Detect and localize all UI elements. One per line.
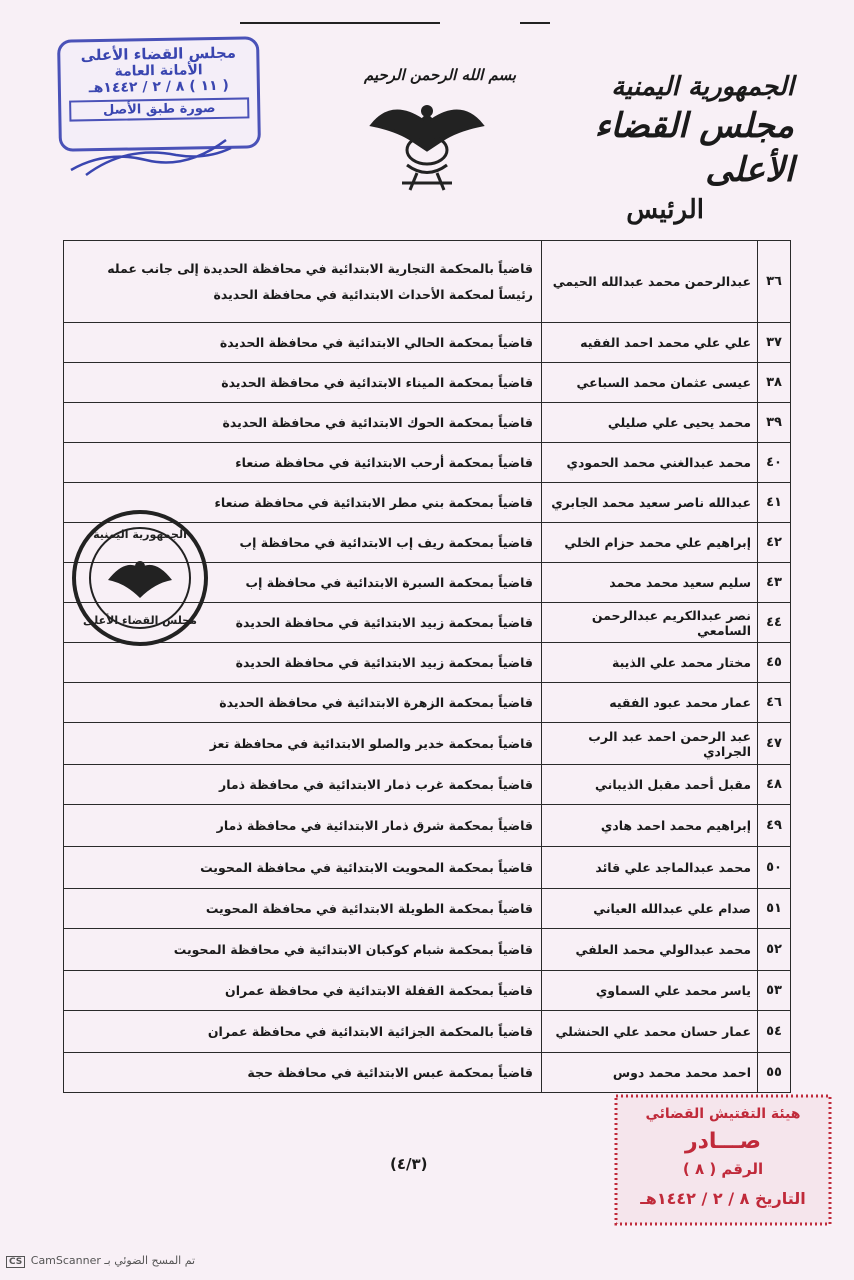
appointment-text: قاضياً بمحكمة الحالي الابتدائية في محافظة الحديدة [219, 335, 533, 350]
judge-name: محمد عبدالماجد علي قائد [542, 847, 758, 889]
stamp-org: هيئة التفتيش القضائي [645, 1106, 801, 1122]
stamp-date: التاريخ ٨ / ٢ / ١٤٤٢هـ [640, 1189, 806, 1208]
table-row [64, 443, 791, 483]
row-number: ٤٠ [758, 443, 791, 483]
row-number: ٥٤ [758, 1011, 791, 1053]
appointment-text: قاضياً بمحكمة الزهرة الابتدائية في محافظة الحديدة [219, 695, 533, 710]
row-number: ٥٥ [758, 1053, 791, 1093]
row-number: ٤٧ [758, 723, 791, 765]
eagle-emblem-icon [362, 95, 492, 195]
table-row [64, 403, 791, 443]
appointment-cell [64, 241, 542, 323]
judge-name: سليم سعيد محمد محمد [542, 563, 758, 603]
judge-name: مختار محمد علي الذيبة [542, 643, 758, 683]
appointment-cell [64, 643, 542, 683]
stamp-secretariat: الأمانة العامة [114, 62, 203, 80]
republic-title: الجمهورية اليمنية [611, 72, 794, 102]
appointment-text: قاضياً بالمحكمة التجارية الابتدائية في محافظة الحديدة إلى جانب عمله [107, 260, 533, 276]
appointment-text: قاضياً بمحكمة غرب ذمار الابتدائية في محافظة ذمار [219, 777, 533, 792]
judge-name: علي علي محمد احمد الفقيه [542, 323, 758, 363]
appointment-cell [64, 443, 542, 483]
seal-bottom-text: مجلس القضاء الأعلى [83, 614, 197, 627]
judge-name: إبراهيم محمد احمد هادي [542, 805, 758, 847]
appointment-text: قاضياً بمحكمة زبيد الابتدائية في محافظة الحديدة [235, 655, 533, 670]
judge-name: ياسر محمد علي السماوي [542, 971, 758, 1011]
judge-name: عبدالرحمن محمد عبدالله الحيمي [542, 241, 758, 323]
appointment-text: قاضياً بمحكمة خدير والصلو الابتدائية في محافظة تعز [209, 736, 533, 751]
row-number: ٣٧ [758, 323, 791, 363]
judge-name: عبد الرحمن احمد عبد الرب الجرادي [542, 723, 758, 765]
judge-name: صدام علي عبدالله العياني [542, 889, 758, 929]
appointment-cell [64, 723, 542, 765]
table-row [64, 323, 791, 363]
row-number: ٤٣ [758, 563, 791, 603]
table-row [64, 805, 791, 847]
stamp-council: مجلس القضاء الأعلى [80, 43, 237, 65]
table-row [64, 889, 791, 929]
appointment-cell [64, 683, 542, 723]
appointment-text: قاضياً بمحكمة المحويت الابتدائية في محافظة المحويت [200, 860, 533, 875]
row-number: ٣٦ [758, 241, 791, 323]
appointment-cell [64, 403, 542, 443]
page-number: (٤/٣) [390, 1155, 428, 1173]
judge-name: محمد يحيى علي صليلي [542, 403, 758, 443]
judge-name: محمد عبدالولي محمد العلفي [542, 929, 758, 971]
row-number: ٣٩ [758, 403, 791, 443]
office-title: الرئيس [626, 195, 704, 225]
stamp-date: ( ١١ ) ٨ / ٢ / ١٤٤٢هـ [88, 77, 230, 97]
table-row [64, 643, 791, 683]
appointment-text-extra: رئيساً لمحكمة الأحداث الابتدائية في محافظة الحديدة [213, 286, 533, 302]
judge-name: عمار محمد عبود الفقيه [542, 683, 758, 723]
stamp-certified-label: صورة طبق الأصل [69, 97, 249, 121]
appointment-cell [64, 1053, 542, 1093]
row-number: ٤١ [758, 483, 791, 523]
table-row [64, 363, 791, 403]
judge-name: مقبل أحمد مقبل الذيباني [542, 765, 758, 805]
scanned-with-label: تم المسح الضوئي بـ [104, 1254, 196, 1267]
appointment-text: قاضياً بمحكمة ريف إب الابتدائية في محافظة إب [239, 535, 533, 550]
judge-name: محمد عبدالغني محمد الحمودي [542, 443, 758, 483]
judge-name: إبراهيم علي محمد حزام الخلي [542, 523, 758, 563]
appointment-cell [64, 971, 542, 1011]
judge-name: عيسى عثمان محمد السباعي [542, 363, 758, 403]
row-number: ٥٢ [758, 929, 791, 971]
letterhead [564, 70, 794, 228]
table-row [64, 683, 791, 723]
row-number: ٥١ [758, 889, 791, 929]
council-title: مجلس القضاء الأعلى [594, 106, 794, 190]
basmala: بسم الله الرحمن الرحيم [363, 66, 517, 84]
table-row [64, 1011, 791, 1053]
row-number: ٤٢ [758, 523, 791, 563]
appointment-text: قاضياً بالمحكمة الجزائية الابتدائية في محافظة عمران [207, 1024, 533, 1039]
camscanner-logo-icon: CS [6, 1256, 25, 1268]
appointment-cell [64, 929, 542, 971]
seal-top-text: الجمهورية اليمنية [93, 528, 187, 541]
table-row [64, 765, 791, 805]
appointment-text: قاضياً بمحكمة الميناء الابتدائية في محافظة الحديدة [221, 375, 533, 390]
stamp-number: الرقم ( ٨ ) [682, 1160, 764, 1178]
appointment-cell [64, 805, 542, 847]
table-row [64, 929, 791, 971]
row-number: ٤٦ [758, 683, 791, 723]
appointment-cell [64, 323, 542, 363]
table-row [64, 847, 791, 889]
appointment-cell [64, 889, 542, 929]
appointment-text: قاضياً بمحكمة أرحب الابتدائية في محافظة صنعاء [235, 455, 533, 470]
row-number: ٥٠ [758, 847, 791, 889]
signature-scribble [66, 130, 236, 180]
row-number: ٤٨ [758, 765, 791, 805]
judge-name: عبدالله ناصر سعيد محمد الجابري [542, 483, 758, 523]
stamp-outgoing: صـــادر [684, 1129, 762, 1154]
table-row [64, 971, 791, 1011]
camscanner-app: CamScanner [30, 1254, 101, 1267]
appointment-text: قاضياً بمحكمة القفلة الابتدائية في محافظة عمران [225, 983, 533, 998]
top-tick [520, 22, 550, 24]
appointment-cell [64, 363, 542, 403]
row-number: ٤٩ [758, 805, 791, 847]
appointment-text: قاضياً بمحكمة عبس الابتدائية في محافظة حجة [247, 1065, 533, 1080]
row-number: ٤٥ [758, 643, 791, 683]
appointment-cell [64, 847, 542, 889]
judge-name: نصر عبدالكريم عبدالرحمن السامعي [542, 603, 758, 643]
appointment-text: قاضياً بمحكمة الطويلة الابتدائية في محافظة المحويت [205, 901, 533, 916]
appointment-text: قاضياً بمحكمة السبرة الابتدائية في محافظة إب [245, 575, 533, 590]
row-number: ٥٣ [758, 971, 791, 1011]
appointment-text: قاضياً بمحكمة زبيد الابتدائية في محافظة الحديدة [235, 615, 533, 630]
row-number: ٤٤ [758, 603, 791, 643]
appointment-text: قاضياً بمحكمة بني مطر الابتدائية في محافظة صنعاء [214, 495, 533, 510]
scanner-footer [6, 1254, 195, 1268]
appointment-text: قاضياً بمحكمة الحوك الابتدائية في محافظة الحديدة [222, 415, 533, 430]
appointment-cell [64, 1011, 542, 1053]
appointment-text: قاضياً بمحكمة شبام كوكبان الابتدائية في محافظة المحويت [173, 942, 533, 957]
appointment-text: قاضياً بمحكمة شرق ذمار الابتدائية في محافظة ذمار [216, 818, 533, 833]
row-number: ٣٨ [758, 363, 791, 403]
appointment-cell [64, 765, 542, 805]
top-rule [240, 22, 440, 24]
judges-table [63, 240, 791, 1093]
table-row [64, 723, 791, 765]
judge-name: عمار حسان محمد علي الحنشلي [542, 1011, 758, 1053]
outgoing-stamp [610, 1082, 836, 1232]
judge-name: احمد محمد محمد دوس [542, 1053, 758, 1093]
table-row [64, 241, 791, 323]
council-seal-stamp [70, 508, 210, 648]
